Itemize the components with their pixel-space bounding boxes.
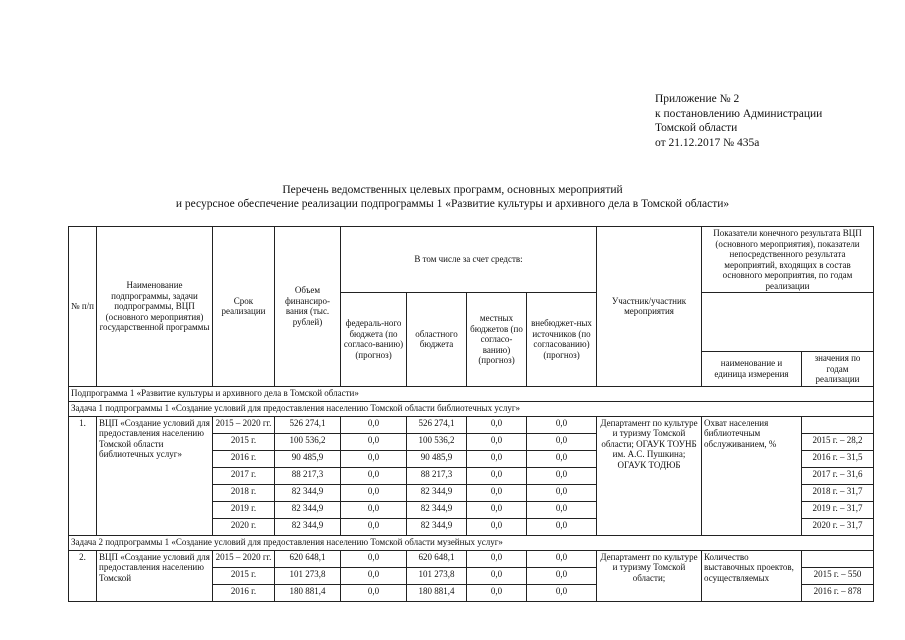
volume-cell: 101 273,8 xyxy=(275,567,341,584)
header-indicator-name: наименование и единица измерения xyxy=(702,352,802,387)
row-num: 1. xyxy=(69,416,97,535)
title-line: и ресурсное обеспечение реализации подпрограммы 1 «Развитие культуры и архивного дела в Томской области» xyxy=(175,198,730,210)
volume-cell: 180 881,4 xyxy=(275,584,341,601)
volume-cell: 100 536,2 xyxy=(275,433,341,450)
term-cell: 2015 г. xyxy=(213,433,275,450)
participant-cell: Департамент по культуре и туризму Томской области; ОГАУК ТОУНБ им. А.С. Пушкина; ОГАУК ТОДЮБ xyxy=(597,416,702,535)
regional-cell: 620 648,1 xyxy=(407,550,467,567)
row-num: 2. xyxy=(69,550,97,601)
extra-cell: 0,0 xyxy=(527,484,597,501)
local-cell: 0,0 xyxy=(467,550,527,567)
term-cell: 2018 г. xyxy=(213,484,275,501)
term-cell: 2016 г. xyxy=(213,584,275,601)
local-cell: 0,0 xyxy=(467,484,527,501)
volume-cell: 82 344,9 xyxy=(275,518,341,535)
value-cell: 2019 г. – 31,7 xyxy=(802,501,874,518)
local-cell: 0,0 xyxy=(467,518,527,535)
header-volume: Объем финансиро-вания (тыс. рублей) xyxy=(275,227,341,387)
volume-cell: 90 485,9 xyxy=(275,450,341,467)
term-cell: 2020 г. xyxy=(213,518,275,535)
indicator-cell: Количество выставочных проектов, осуществляемых xyxy=(702,550,802,601)
regional-cell: 82 344,9 xyxy=(407,484,467,501)
indicator-cell: Охват населения библиотечным обслуживанием, % xyxy=(702,416,802,535)
header-regional: областного бюджета xyxy=(407,293,467,387)
local-cell: 0,0 xyxy=(467,416,527,433)
regional-cell: 88 217,3 xyxy=(407,467,467,484)
appendix-line: от 21.12.2017 № 435а xyxy=(655,136,760,149)
federal-cell: 0,0 xyxy=(341,518,407,535)
title-line: Перечень ведомственных целевых программ, основных мероприятий xyxy=(282,184,623,196)
participant-cell: Департамент по культуре и туризму Томской области; xyxy=(597,550,702,601)
local-cell: 0,0 xyxy=(467,567,527,584)
federal-cell: 0,0 xyxy=(341,433,407,450)
regional-cell: 82 344,9 xyxy=(407,518,467,535)
task-row: Задача 2 подпрограммы 1 «Создание условий для предоставления населению Томской области музейных услуг» xyxy=(69,535,874,550)
value-cell: 2016 г. – 31,5 xyxy=(802,450,874,467)
federal-cell: 0,0 xyxy=(341,416,407,433)
term-cell: 2016 г. xyxy=(213,450,275,467)
extra-cell: 0,0 xyxy=(527,550,597,567)
local-cell: 0,0 xyxy=(467,467,527,484)
value-cell: 2020 г. – 31,7 xyxy=(802,518,874,535)
federal-cell: 0,0 xyxy=(341,584,407,601)
extra-cell: 0,0 xyxy=(527,450,597,467)
header-indicators: Показатели конечного результата ВЦП (основного мероприятия), показатели непосредственного результата мероприятий, входящих в состав основного мероприятия, по годам реализации xyxy=(702,227,874,293)
local-cell: 0,0 xyxy=(467,501,527,518)
extra-cell: 0,0 xyxy=(527,518,597,535)
regional-cell: 82 344,9 xyxy=(407,501,467,518)
header-federal: федераль-ного бюджета (по согласо-ванию) (прогноз) xyxy=(341,293,407,387)
local-cell: 0,0 xyxy=(467,450,527,467)
federal-cell: 0,0 xyxy=(341,501,407,518)
extra-cell: 0,0 xyxy=(527,567,597,584)
regional-cell: 180 881,4 xyxy=(407,584,467,601)
header-term: Срок реализации xyxy=(213,227,275,387)
header-num: № п/п xyxy=(69,227,97,387)
task-row: Задача 1 подпрограммы 1 «Создание условий для предоставления населению Томской области библиотечных услуг» xyxy=(69,401,874,416)
value-cell: 2016 г. – 878 xyxy=(802,584,874,601)
appendix-block xyxy=(655,92,822,150)
extra-cell: 0,0 xyxy=(527,584,597,601)
federal-cell: 0,0 xyxy=(341,550,407,567)
local-cell: 0,0 xyxy=(467,584,527,601)
value-cell: 2018 г. – 31,7 xyxy=(802,484,874,501)
term-cell: 2015 – 2020 гг. xyxy=(213,550,275,567)
header-name: Наименование подпрограммы, задачи подпрограммы, ВЦП (основного мероприятия) государственной программы xyxy=(97,227,213,387)
regional-cell: 90 485,9 xyxy=(407,450,467,467)
extra-cell: 0,0 xyxy=(527,501,597,518)
extra-cell: 0,0 xyxy=(527,467,597,484)
appendix-line: Томской области xyxy=(655,122,738,134)
value-cell: 2015 г. – 550 xyxy=(802,567,874,584)
local-cell: 0,0 xyxy=(467,433,527,450)
value-cell: 2017 г. – 31,6 xyxy=(802,467,874,484)
regional-cell: 526 274,1 xyxy=(407,416,467,433)
header-indicators-spacer xyxy=(702,293,874,352)
extra-cell: 0,0 xyxy=(527,416,597,433)
header-including: В том числе за счет средств: xyxy=(341,227,597,293)
term-cell: 2019 г. xyxy=(213,501,275,518)
row-name: ВЦП «Создание условий для предоставления населению Томской xyxy=(97,550,213,601)
volume-cell: 88 217,3 xyxy=(275,467,341,484)
header-local: местных бюджетов (по согласо-ванию) (прогноз) xyxy=(467,293,527,387)
document-title xyxy=(0,183,905,211)
volume-cell: 526 274,1 xyxy=(275,416,341,433)
extra-cell: 0,0 xyxy=(527,433,597,450)
value-cell: 2015 г. – 28,2 xyxy=(802,433,874,450)
appendix-line: к постановлению Администрации xyxy=(655,107,823,120)
subprogram-row: Подпрограмма 1 «Развитие культуры и архивного дела в Томской области» xyxy=(69,386,874,401)
program-table xyxy=(68,226,874,602)
value-cell xyxy=(802,416,874,433)
header-extra: внебюджет-ных источников (по согласованию) (прогноз) xyxy=(527,293,597,387)
federal-cell: 0,0 xyxy=(341,484,407,501)
federal-cell: 0,0 xyxy=(341,567,407,584)
row-name: ВЦП «Создание условий для предоставления населению Томской области библиотечных услуг» xyxy=(97,416,213,535)
value-cell xyxy=(802,550,874,567)
header-indicator-values: значения по годам реализации xyxy=(802,352,874,387)
federal-cell: 0,0 xyxy=(341,450,407,467)
header-participant: Участник/участник мероприятия xyxy=(597,227,702,387)
volume-cell: 82 344,9 xyxy=(275,484,341,501)
regional-cell: 101 273,8 xyxy=(407,567,467,584)
regional-cell: 100 536,2 xyxy=(407,433,467,450)
volume-cell: 620 648,1 xyxy=(275,550,341,567)
federal-cell: 0,0 xyxy=(341,467,407,484)
volume-cell: 82 344,9 xyxy=(275,501,341,518)
term-cell: 2017 г. xyxy=(213,467,275,484)
appendix-line: Приложение № 2 xyxy=(655,93,740,105)
term-cell: 2015 – 2020 гг. xyxy=(213,416,275,433)
term-cell: 2015 г. xyxy=(213,567,275,584)
